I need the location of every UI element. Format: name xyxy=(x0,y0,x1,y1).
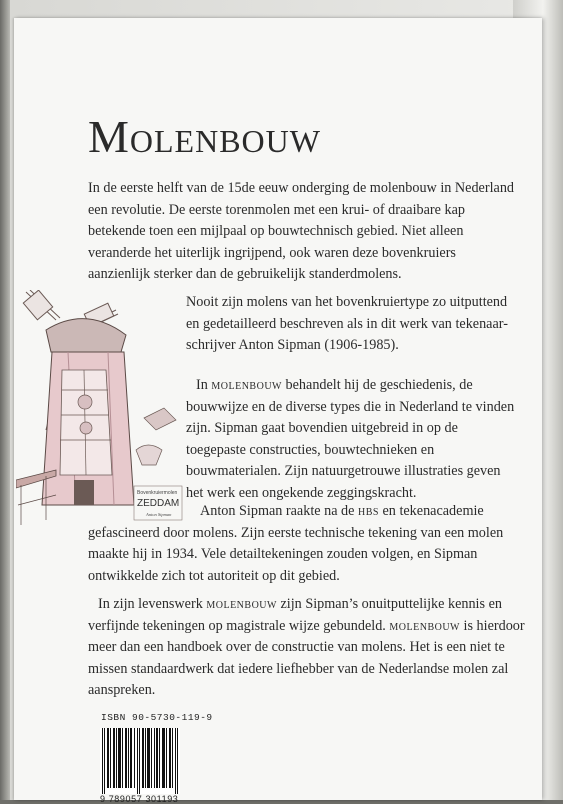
barcode xyxy=(100,728,180,794)
paragraph-contents: In molenbouw behandelt hij de geschiedenis, de bouwwijze en de diverse types die in Nederland te vinden zijn. Sipman gaat bovendien uitgebreid in op de toegepaste constructies, bouwtechnieken en bouwmaterialen. Zijn natuurgetrouwe illustraties geven het werk een ongekende zeggingskracht. xyxy=(186,377,515,501)
illustration-signature: Anton Sipman xyxy=(146,512,172,517)
isbn-number: ISBN 90-5730-119-9 xyxy=(101,712,213,723)
book-title: Molenbouw xyxy=(88,111,321,162)
barcode-digits: 9 789057 301193 xyxy=(100,794,179,804)
paragraph-biography-text: Anton Sipman raakte na de hbs en tekenacademie gefascineerd door molens. Zijn eerste technische tekening van een molen maakte hij in 1934. Vele detailtekeningen zouden volgen, en Sipman ontwikkelde zich tot autoriteit op dit gebied. xyxy=(88,503,504,584)
illustration-caption-place: ZEDDAM xyxy=(137,498,180,509)
paragraph-sipman-intro: Nooit zijn molens van het bovenkruiertype zo uitputtend en gedetailleerd beschreven als in dit werk van tekenaar-schrijver Anton Sipman (1906-1985). xyxy=(186,294,508,353)
back-cover xyxy=(14,18,542,804)
paragraph-intro: In de eerste helft van de 15de eeuw onderging de molenbouw in Nederland een revolutie. De eerste torenmolen met een krui- of draaibare kap betekende toen een mijlpaal op bouwtechnisch gebied. Niet alleen veranderde het uiterlijk ingrijpend, ook waren deze bovenkruiers aanzienlijk sterker dan de gebruikelijk standerdmolens. xyxy=(88,180,515,282)
paragraph-lifework: In zijn levenswerk molenbouw zijn Sipman’s onuitputtelijke kennis en verfijnde tekeningen op magistrale wijze gebundeld. molenbouw is hierdoor meer dan een handboek over de constructie van molens. Het is een niet te missen standaardwerk dat iedere liefhebber van de Nederlandse molen zal aanspreken. xyxy=(88,596,525,698)
illustration-caption-line1: Bovenkruiermolen xyxy=(137,490,178,496)
spine-shadow xyxy=(0,0,10,800)
